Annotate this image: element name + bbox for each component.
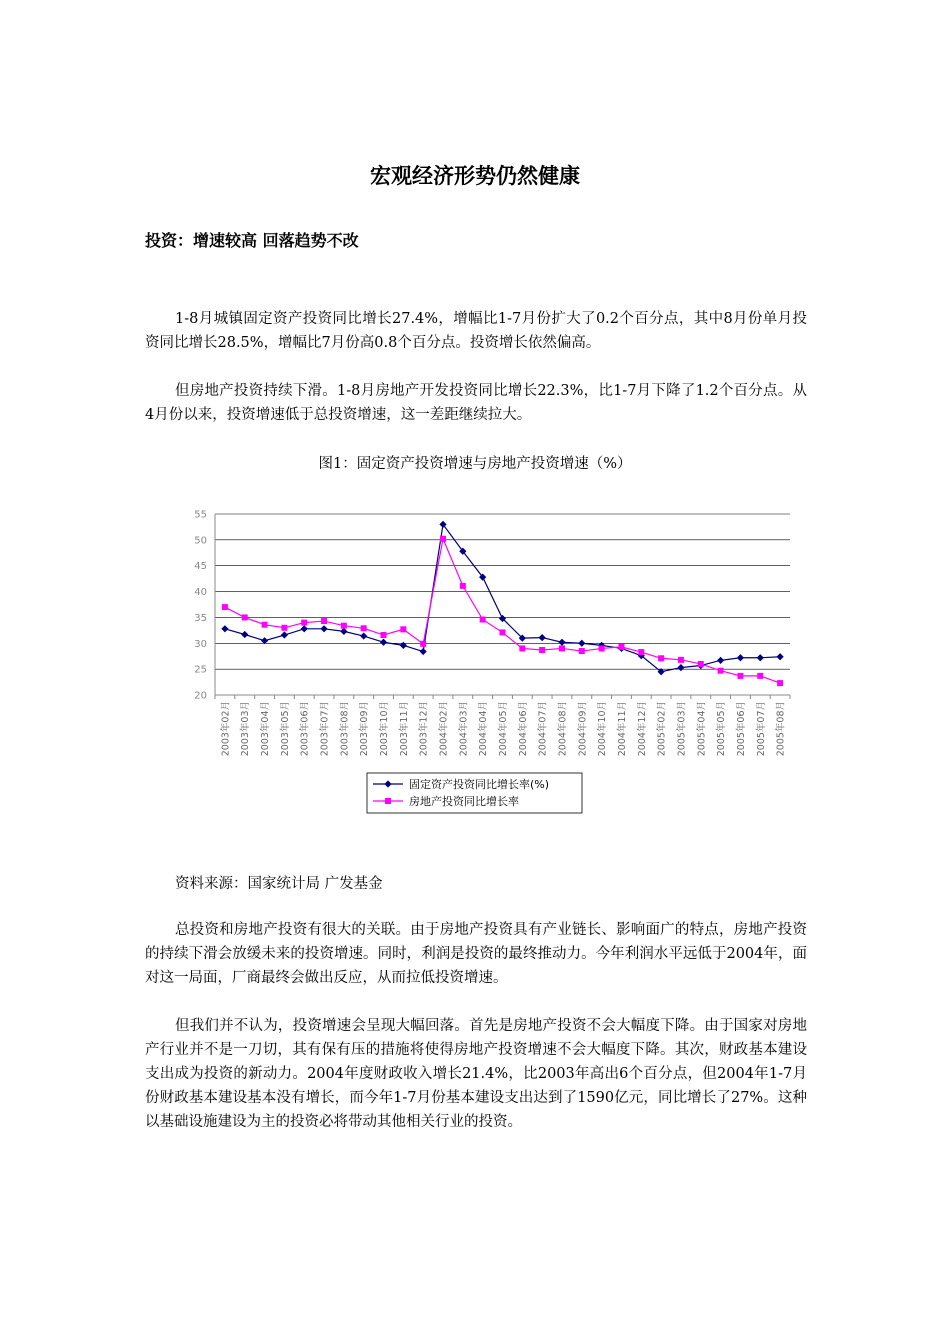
paragraph-outlook: 但我们并不认为，投资增速会呈现大幅回落。首先是房地产投资不会大幅度下降。由于国家对房地产行业并不是一刀切，其有保有压的措施将使得房地产投资增速不会大幅度下降。其次，财政基本建设支出成为投资的新动力。2004年度财政收入增长21.4%，比2003年高出6个百分点，但2004年1-7月份财政基本建设基本没有增长，而今年1-7月份基本建设支出达到了1590亿元，同比增长了27%。这种以基础设施建设为主的投资必将带动其他相关行业的投资。 bbox=[145, 1018, 807, 1130]
data-point-real-estate bbox=[678, 657, 684, 663]
figure-caption: 图1：固定资产投资增速与房地产投资增速（%） bbox=[318, 456, 632, 472]
legend-label: 固定资产投资同比增长率(%) bbox=[409, 778, 550, 791]
x-tick-label: 2004年09月 bbox=[577, 701, 589, 757]
data-point-fixed-asset bbox=[737, 654, 744, 661]
data-point-real-estate bbox=[757, 673, 763, 679]
data-point-real-estate bbox=[301, 620, 307, 626]
page-title: 宏观经济形势仍然健康 bbox=[370, 164, 580, 188]
x-tick-label: 2003年05月 bbox=[279, 701, 291, 757]
y-tick-label: 45 bbox=[194, 561, 207, 573]
x-tick-label: 2003年11月 bbox=[398, 701, 410, 757]
data-source: 资料来源：国家统计局 广发基金 bbox=[175, 876, 383, 892]
data-point-real-estate bbox=[777, 680, 783, 686]
x-tick-label: 2004年02月 bbox=[438, 701, 450, 757]
data-point-real-estate bbox=[341, 623, 347, 629]
data-point-fixed-asset bbox=[558, 639, 565, 646]
data-point-real-estate bbox=[658, 655, 664, 661]
data-point-fixed-asset bbox=[360, 632, 367, 639]
x-tick-label: 2004年04月 bbox=[478, 701, 490, 757]
data-point-real-estate bbox=[262, 622, 268, 628]
series-line-2 bbox=[225, 539, 780, 683]
data-point-real-estate bbox=[361, 625, 367, 631]
data-point-real-estate bbox=[618, 644, 624, 650]
x-tick-label: 2004年05月 bbox=[498, 701, 509, 757]
legend-label: 房地产投资同比增长率 bbox=[409, 795, 519, 808]
data-point-real-estate bbox=[400, 626, 406, 632]
data-point-real-estate bbox=[480, 616, 486, 622]
section-heading: 投资：增速较高 回落趋势不改 bbox=[145, 231, 359, 250]
x-tick-label: 2005年08月 bbox=[775, 701, 787, 757]
x-tick-label: 2005年05月 bbox=[716, 701, 728, 757]
paragraph-real-estate: 但房地产投资持续下滑。1-8月房地产开发投资同比增长22.3%，比1-7月下降了1.2个百分点。从4月份以来，投资增速低于总投资增速，这一差距继续拉大。 bbox=[145, 383, 807, 423]
x-tick-label: 2005年03月 bbox=[676, 701, 688, 757]
x-tick-label: 2003年12月 bbox=[418, 701, 430, 757]
x-tick-label: 2003年07月 bbox=[319, 701, 331, 757]
data-point-fixed-asset bbox=[757, 654, 764, 661]
data-point-real-estate bbox=[460, 583, 466, 589]
data-point-real-estate bbox=[599, 645, 605, 651]
data-point-real-estate bbox=[222, 604, 228, 610]
x-tick-label: 2004年07月 bbox=[537, 701, 549, 757]
x-tick-label: 2003年08月 bbox=[339, 701, 351, 757]
data-point-real-estate bbox=[500, 629, 506, 635]
y-tick-label: 35 bbox=[194, 612, 207, 624]
data-point-real-estate bbox=[539, 647, 545, 653]
data-point-fixed-asset bbox=[539, 634, 546, 641]
y-tick-label: 25 bbox=[194, 664, 207, 676]
x-tick-label: 2004年06月 bbox=[517, 701, 529, 757]
paragraph-investment-growth: 1-8月城镇固定资产投资同比增长27.4%，增幅比1-7月份扩大了0.2个百分点，其中8月份单月投资同比增长28.5%，增幅比7月份高0.8个百分点。投资增长依然偏高。 bbox=[145, 311, 807, 351]
data-point-fixed-asset bbox=[578, 640, 585, 647]
data-point-real-estate bbox=[718, 668, 724, 674]
data-point-real-estate bbox=[321, 618, 327, 624]
series-line-1 bbox=[225, 524, 780, 671]
x-tick-label: 2004年10月 bbox=[597, 701, 609, 757]
x-tick-label: 2003年02月 bbox=[220, 701, 232, 757]
data-point-real-estate bbox=[579, 648, 585, 654]
data-point-fixed-asset bbox=[241, 631, 248, 638]
data-point-fixed-asset bbox=[281, 631, 288, 638]
x-tick-label: 2003年06月 bbox=[299, 701, 311, 757]
data-point-real-estate bbox=[559, 645, 565, 651]
x-tick-label: 2003年04月 bbox=[260, 701, 272, 757]
data-point-fixed-asset bbox=[301, 625, 308, 632]
x-tick-label: 2004年08月 bbox=[557, 701, 569, 757]
data-point-fixed-asset bbox=[717, 657, 724, 664]
data-point-real-estate bbox=[737, 673, 743, 679]
data-point-fixed-asset bbox=[320, 625, 327, 632]
x-tick-label: 2003年10月 bbox=[379, 701, 391, 757]
data-point-real-estate bbox=[519, 645, 525, 651]
x-tick-label: 2004年11月 bbox=[616, 701, 628, 757]
data-point-fixed-asset bbox=[776, 653, 783, 660]
legend-marker-square bbox=[385, 798, 391, 804]
data-point-fixed-asset bbox=[380, 639, 387, 646]
data-point-fixed-asset bbox=[221, 625, 228, 632]
data-point-fixed-asset bbox=[677, 664, 684, 671]
x-tick-label: 2005年06月 bbox=[735, 701, 747, 757]
line-chart bbox=[185, 500, 805, 820]
data-point-fixed-asset bbox=[400, 642, 407, 649]
x-tick-label: 2003年09月 bbox=[359, 701, 371, 757]
x-tick-label: 2005年04月 bbox=[696, 701, 708, 757]
paragraph-relationship: 总投资和房地产投资有很大的关联。由于房地产投资具有产业链长、影响面广的特点，房地产投资的持续下滑会放缓未来的投资增速。同时，利润是投资的最终推动力。今年利润水平远低于2004年，面对这一局面，厂商最终会做出反应，从而拉低投资增速。 bbox=[145, 922, 807, 986]
y-tick-label: 50 bbox=[194, 535, 207, 547]
y-tick-label: 30 bbox=[194, 638, 207, 650]
data-point-real-estate bbox=[420, 641, 426, 647]
data-point-real-estate bbox=[638, 649, 644, 655]
data-point-real-estate bbox=[440, 536, 446, 542]
y-tick-label: 40 bbox=[194, 587, 207, 599]
y-tick-label: 20 bbox=[194, 690, 207, 702]
x-tick-label: 2005年02月 bbox=[656, 701, 668, 757]
data-point-real-estate bbox=[698, 661, 704, 667]
data-point-real-estate bbox=[242, 614, 248, 620]
data-point-fixed-asset bbox=[420, 648, 427, 655]
x-tick-label: 2005年07月 bbox=[755, 701, 767, 757]
data-point-real-estate bbox=[381, 632, 387, 638]
y-tick-label: 55 bbox=[194, 509, 207, 521]
data-point-fixed-asset bbox=[340, 628, 347, 635]
x-tick-label: 2004年12月 bbox=[636, 701, 648, 757]
x-tick-label: 2004年03月 bbox=[458, 701, 470, 757]
data-point-real-estate bbox=[281, 625, 287, 631]
x-tick-label: 2003年03月 bbox=[240, 701, 252, 757]
